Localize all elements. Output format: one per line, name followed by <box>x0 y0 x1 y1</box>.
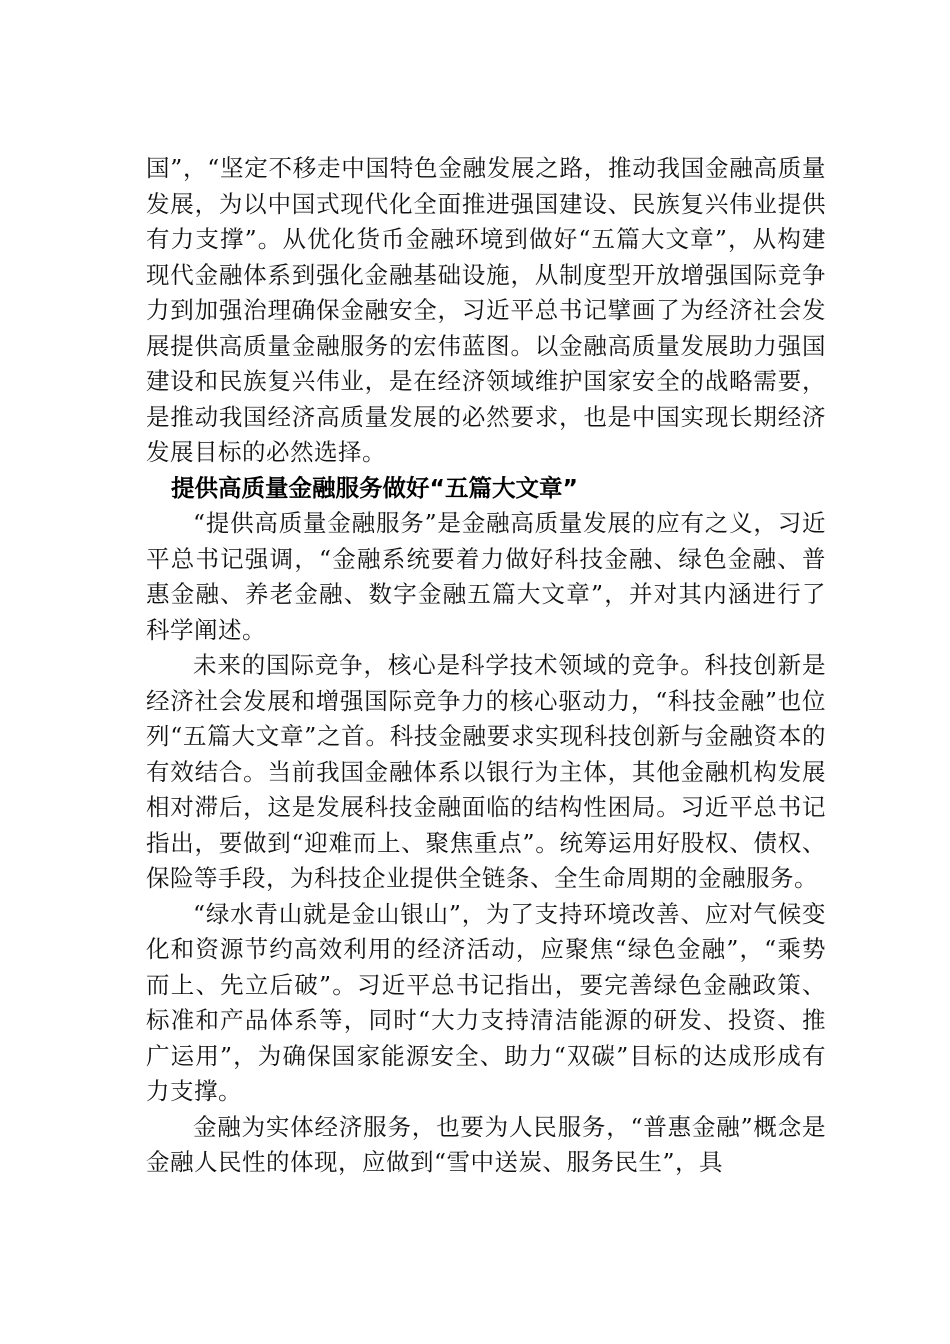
paragraph-quality-finance: “提供高质量金融服务”是金融高质量发展的应有之义，习近平总书记强调，“金融系统要着力做好科技金融、绿色金融、普惠金融、养老金融、数字金融五篇大文章”，并对其内涵进行了科学阐述。 <box>146 509 826 644</box>
paragraph-tech-finance: 未来的国际竞争，核心是科学技术领域的竞争。科技创新是经济社会发展和增强国际竞争力的核心驱动力，“科技金融”也位列“五篇大文章”之首。科技金融要求实现科技创新与金融资本的有效结合。当前我国金融体系以银行为主体，其他金融机构发展相对滞后，这是发展科技金融面临的结构性困局。习近平总书记指出，要做到“迎难而上、聚焦重点”。统筹运用好股权、债权、保险等手段，为科技企业提供全链条、全生命周期的金融服务。 <box>146 651 826 892</box>
paragraph-inclusive-finance: 金融为实体经济服务，也要为人民服务，“普惠金融”概念是金融人民性的体现，应做到“雪中送炭、服务民生”，具 <box>146 1112 826 1176</box>
paragraph-continuation: 国”，“坚定不移走中国特色金融发展之路，推动我国金融高质量发展，为以中国式现代化全面推进强国建设、民族复兴伟业提供有力支撑”。从优化货币金融环境到做好“五篇大文章”，从构建现代金融体系到强化金融基础设施，从制度型开放增强国际竞争力到加强治理确保金融安全，习近平总书记擘画了为经济社会发展提供高质量金融服务的宏伟蓝图。以金融高质量发展助力强国建设和民族复兴伟业，是在经济领域维护国家安全的战略需要，是推动我国经济高质量发展的必然要求，也是中国实现长期经济发展目标的必然选择。 <box>146 154 826 466</box>
document-body <box>146 151 826 1181</box>
paragraph-green-finance: “绿水青山就是金山银山”，为了支持环境改善、应对气候变化和资源节约高效利用的经济活动，应聚焦“绿色金融”，“乘势而上、先立后破”。习近平总书记指出，要完善绿色金融政策、标准和产品体系等，同时“大力支持清洁能源的研发、投资、推广运用”，为确保国家能源安全、助力“双碳”目标的达成形成有力支撑。 <box>146 899 826 1105</box>
section-heading: 提供高质量金融服务做好“五篇大文章” <box>171 473 578 502</box>
